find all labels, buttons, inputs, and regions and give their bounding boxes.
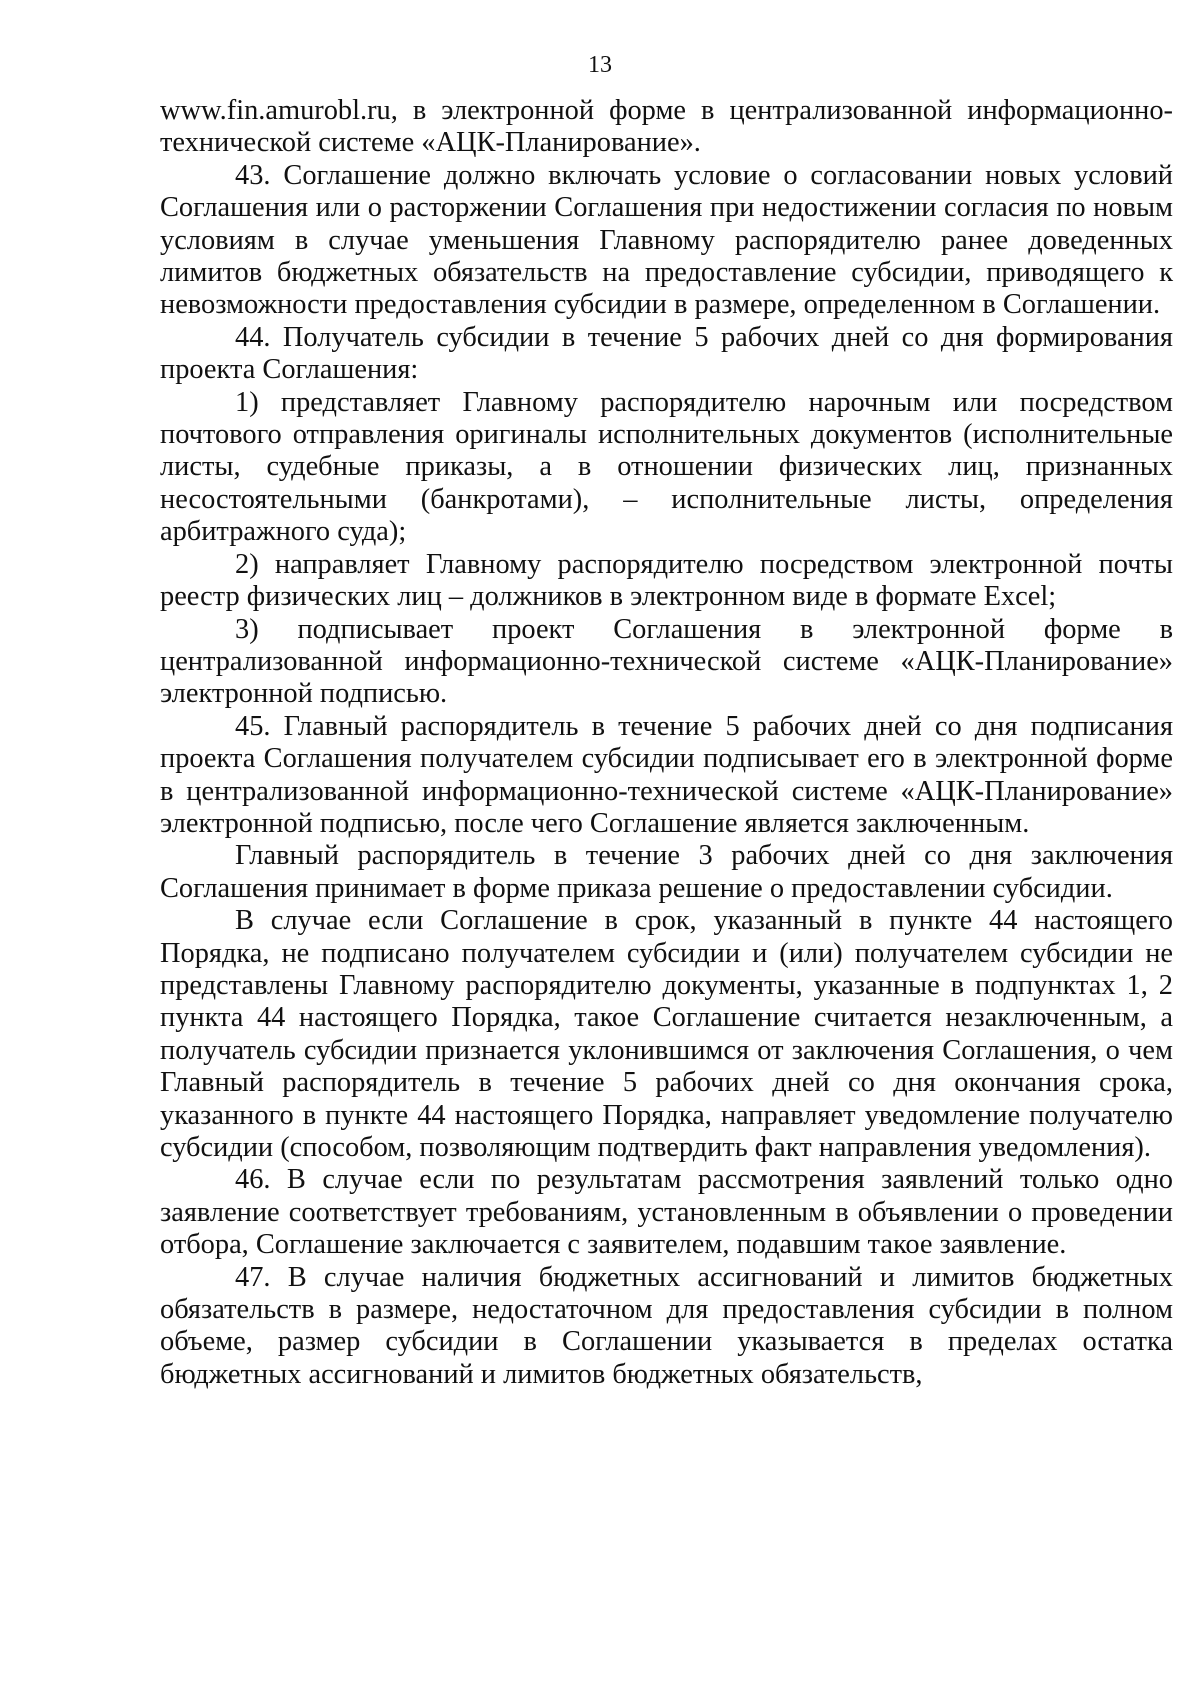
paragraph-44-item-3: 3) подписывает проект Соглашения в электронной форме в централизованной информационно-технической системе «АЦК-Планирование» электронной подписью.	[160, 613, 1173, 710]
paragraph-44-item-1: 1) представляет Главному распорядителю нарочным или посредством почтового отправления оригиналы исполнительных документов (исполнительные листы, судебные приказы, а в отношении физических лиц, признанных несостоятельными (банкротами), – исполнительные листы, определения арбитражного суда);	[160, 386, 1173, 548]
paragraph-44: 44. Получатель субсидии в течение 5 рабочих дней со дня формирования проекта Соглашения:	[160, 321, 1173, 386]
paragraph-46: 46. В случае если по результатам рассмотрения заявлений только одно заявление соответствует требованиям, установленным в объявлении о проведении отбора, Соглашение заключается с заявителем, подавшим такое заявление.	[160, 1164, 1173, 1261]
page-number: 13	[588, 52, 612, 78]
paragraph-44-item-2: 2) направляет Главному распорядителю посредством электронной почты реестр физических лиц – должников в электронном виде в формате Excel;	[160, 548, 1173, 613]
paragraph-43: 43. Соглашение должно включать условие о согласовании новых условий Соглашения или о расторжении Соглашения при недостижении согласия по новым условиям в случае уменьшения Главному распорядителю ранее доведенных лимитов бюджетных обязательств на предоставление субсидии, приводящего к невозможности предоставления субсидии в размере, определенном в Соглашении.	[160, 159, 1173, 321]
paragraph-47: 47. В случае наличия бюджетных ассигнований и лимитов бюджетных обязательств в размере, недостаточном для предоставления субсидии в полном объеме, размер субсидии в Соглашении указывается в пределах остатка бюджетных ассигнований и лимитов бюджетных обязательств,	[160, 1261, 1173, 1390]
paragraph-45: 45. Главный распорядитель в течение 5 рабочих дней со дня подписания проекта Соглашения получателем субсидии подписывает его в электронной форме в централизованной информационно-технической системе «АЦК-Планирование» электронной подписью, после чего Соглашение является заключенным.	[160, 710, 1173, 839]
paragraph-45-part-3: В случае если Соглашение в срок, указанный в пункте 44 настоящего Порядка, не подписано получателем субсидии и (или) получателем субсидии не представлены Главному распорядителю документы, указанные в подпунктах 1, 2 пункта 44 настоящего Порядка, такое Соглашение считается незаключенным, а получатель субсидии признается уклонившимся от заключения Соглашения, о чем Главный распорядитель в течение 5 рабочих дней со дня окончания срока, указанного в пункте 44 настоящего Порядка, направляет уведомление получателю субсидии (способом, позволяющим подтвердить факт направления уведомления).	[160, 905, 1173, 1163]
paragraph-continuation: www.fin.amurobl.ru, в электронной форме в централизованной информационно-технической системе «АЦК-Планирование».	[160, 95, 1173, 159]
document-body	[160, 95, 1173, 1391]
paragraph-45-part-2: Главный распорядитель в течение 3 рабочих дней со дня заключения Соглашения принимает в форме приказа решение о предоставлении субсидии.	[160, 840, 1173, 904]
